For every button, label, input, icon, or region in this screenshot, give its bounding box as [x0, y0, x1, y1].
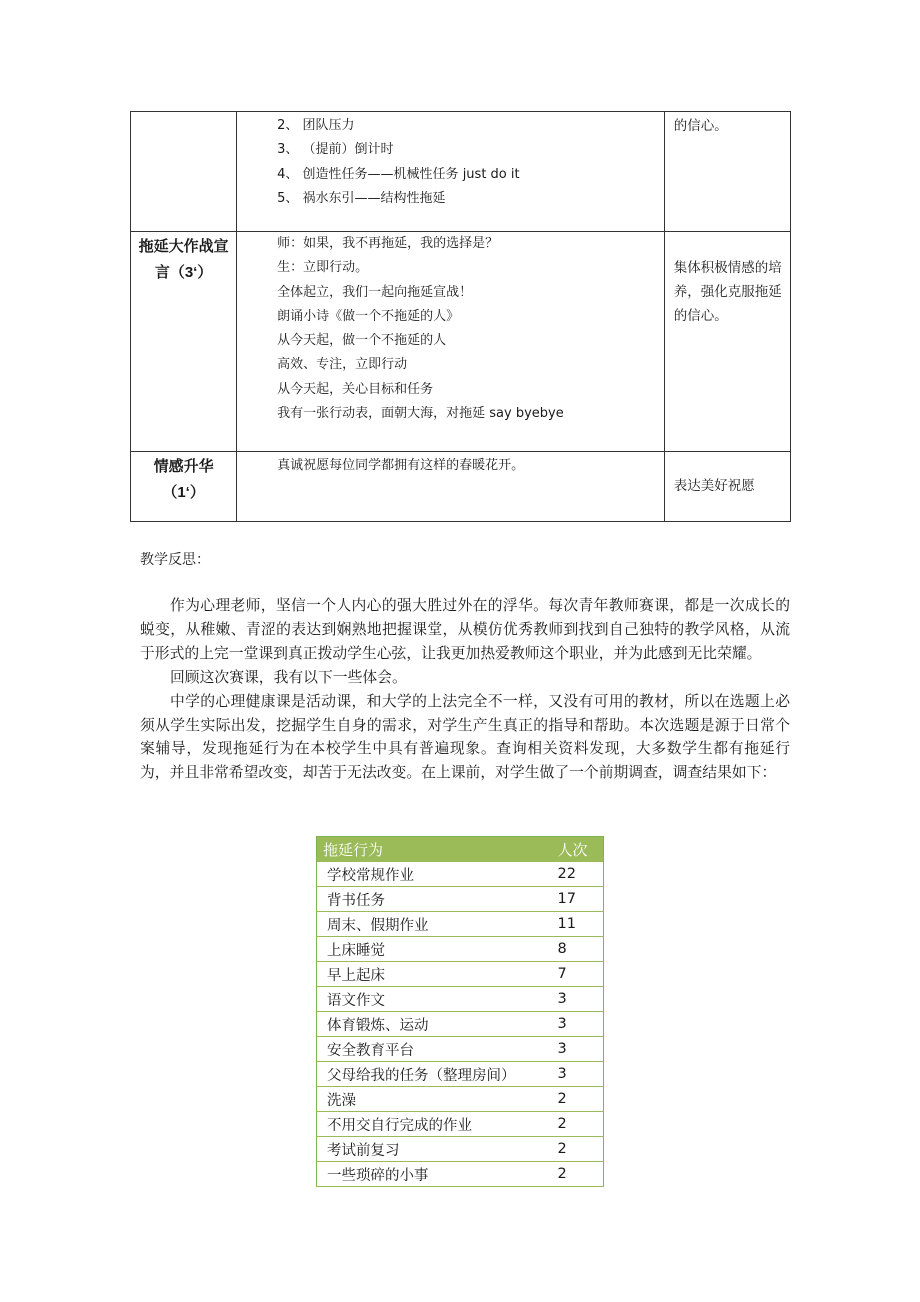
table-row: [131, 232, 791, 452]
content-cell: [237, 112, 665, 232]
lesson-plan-table: [130, 111, 791, 522]
table-row: [317, 912, 604, 937]
stage-cell: [131, 112, 237, 232]
behavior-cell: 背书任务: [317, 887, 554, 912]
table-row: [317, 862, 604, 887]
behavior-cell: 早上起床: [317, 962, 554, 987]
note-cell: 的信心。: [664, 112, 790, 232]
behavior-cell: 体育锻炼、运动: [317, 1012, 554, 1037]
content-line: 3、 （提前）倒计时: [277, 142, 394, 158]
behavior-cell: 不用交自行完成的作业: [317, 1112, 554, 1137]
content-cell: [237, 452, 665, 522]
survey-table: [316, 836, 604, 1187]
behavior-cell: 考试前复习: [317, 1137, 554, 1162]
behavior-cell: 上床睡觉: [317, 937, 554, 962]
reflection-paragraph: 作为心理老师，坚信一个人内心的强大胜过外在的浮华。每次青年教师赛课，都是一次成长的蜕变，从稚嫩、青涩的表达到娴熟地把握课堂，从模仿优秀教师到找到自己独特的教学风格，从流于形式的上完一堂课到真正拨动学生心弦，让我更加热爱教师这个职业，并为此感到无比荣耀。: [140, 597, 790, 662]
content-line: 朗诵小诗《做一个不拖延的人》: [277, 308, 460, 324]
content-line: 4、 创造性任务——机械性任务 just do it: [277, 166, 520, 182]
note-cell: 集体积极情感的培养，强化克服拖延的信心。: [664, 232, 790, 452]
content-line: 师：如果，我不再拖延，我的选择是？: [277, 236, 499, 251]
content-line: 2、 团队压力: [277, 118, 355, 133]
behavior-cell: 周末、假期作业: [317, 912, 554, 937]
count-cell: 7: [554, 962, 604, 987]
survey-header-row: [317, 837, 604, 863]
content-line: 从今天起，关心目标和任务: [277, 381, 434, 397]
content-line: 高效、专注，立即行动: [277, 357, 408, 373]
count-cell: 3: [554, 1012, 604, 1037]
header-count: 人次: [554, 837, 604, 863]
count-cell: 3: [554, 1062, 604, 1087]
count-cell: 2: [554, 1112, 604, 1137]
content-line: 从今天起，做一个不拖延的人: [277, 333, 447, 349]
table-row: [317, 937, 604, 962]
behavior-cell: 洗澡: [317, 1087, 554, 1112]
count-cell: 17: [554, 887, 604, 912]
content-line: 我有一张行动表，面朝大海，对拖延 say byebye: [277, 406, 564, 422]
stage-cell: 情感升华（1‘）: [131, 452, 237, 522]
table-row: [317, 1137, 604, 1162]
behavior-cell: 一些琐碎的小事: [317, 1162, 554, 1187]
behavior-cell: 父母给我的任务（整理房间）: [317, 1062, 554, 1087]
header-behavior: 拖延行为: [317, 837, 554, 863]
content-line: 全体起立，我们一起向拖延宣战！: [277, 284, 473, 300]
reflection-paragraph: 中学的心理健康课是活动课，和大学的上法完全不一样，又没有可用的教材，所以在选题上必须从学生实际出发，挖掘学生自身的需求，对学生产生真正的指导和帮助。本次选题是源于日常个案辅导，发现拖延行为在本校学生中具有普遍现象。查询相关资料发现，大多数学生都有拖延行为，并且非常希望改变，却苦于无法改变。在上课前，对学生做了一个前期调查，调查结果如下：: [140, 692, 790, 782]
table-row: [317, 1087, 604, 1112]
count-cell: 8: [554, 937, 604, 962]
content-cell: [237, 232, 665, 452]
content-line: 真诚祝愿每位同学都拥有这样的春暖花开。: [277, 458, 525, 473]
count-cell: 2: [554, 1162, 604, 1187]
content-line: 生：立即行动。: [277, 260, 369, 276]
reflection-title: 教学反思：: [140, 552, 210, 568]
table-row: [317, 1162, 604, 1187]
count-cell: 3: [554, 1037, 604, 1062]
table-row: [317, 1112, 604, 1137]
count-cell: 11: [554, 912, 604, 937]
content-line: 5、 祸水东引——结构性拖延: [277, 190, 446, 206]
table-row: [317, 887, 604, 912]
behavior-cell: 安全教育平台: [317, 1037, 554, 1062]
table-row: [317, 987, 604, 1012]
note-cell: 表达美好祝愿: [664, 452, 790, 522]
table-row: [131, 452, 791, 522]
count-cell: 3: [554, 987, 604, 1012]
count-cell: 2: [554, 1087, 604, 1112]
count-cell: 2: [554, 1137, 604, 1162]
table-row: [317, 962, 604, 987]
stage-cell: 拖延大作战宣言（3‘）: [131, 232, 237, 452]
reflection-section: [140, 550, 790, 785]
count-cell: 22: [554, 862, 604, 887]
table-row: [317, 1012, 604, 1037]
behavior-cell: 学校常规作业: [317, 862, 554, 887]
table-row: [317, 1062, 604, 1087]
reflection-paragraph: 回顾这次赛课，我有以下一些体会。: [170, 668, 407, 686]
table-row: [317, 1037, 604, 1062]
behavior-cell: 语文作文: [317, 987, 554, 1012]
table-row: [131, 112, 791, 232]
